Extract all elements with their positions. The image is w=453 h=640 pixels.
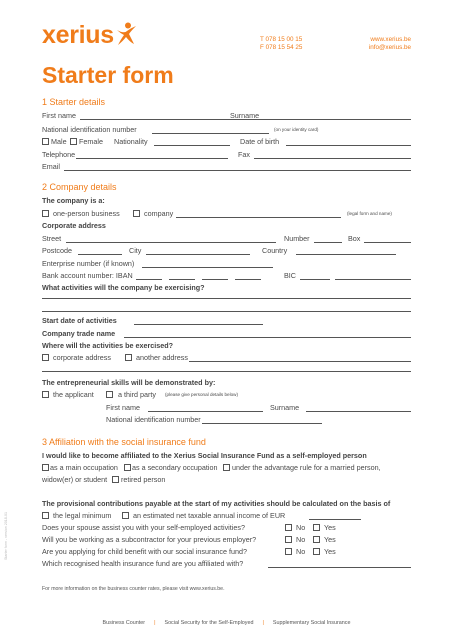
enterprise-number-label: Enterprise number (if known) xyxy=(42,259,135,268)
section-1-heading: 1 Starter details xyxy=(42,97,106,107)
row-contributions-question xyxy=(42,499,411,509)
tp-surname-field[interactable] xyxy=(306,411,411,412)
legal-form-note: (legal form and name) xyxy=(347,211,392,216)
another-address-line-2[interactable] xyxy=(42,371,411,372)
male-checkbox[interactable] xyxy=(42,138,49,145)
contact-web xyxy=(369,36,411,52)
applicant-label: the applicant xyxy=(53,390,94,399)
first-name-label: First name xyxy=(42,111,76,120)
footer-business-counter: Business Counter xyxy=(102,620,146,626)
child-benefit-yes-label: Yes xyxy=(324,547,336,556)
row-where-question xyxy=(42,341,411,351)
logo-text: xerius xyxy=(42,21,114,49)
spouse-no-checkbox[interactable] xyxy=(285,524,292,531)
nationality-label: Nationality xyxy=(114,137,148,146)
activities-line-1[interactable] xyxy=(42,298,411,299)
skills-question: The entrepreneurial skills will be demonstrated by: xyxy=(42,378,216,387)
where-question: Where will the activities be exercised? xyxy=(42,341,174,350)
row-skills-options xyxy=(42,390,411,400)
row-q-child-benefit xyxy=(42,547,411,557)
surname-field[interactable] xyxy=(264,119,411,120)
tp-first-name-field[interactable] xyxy=(148,411,263,412)
advantage-rule-label: under the advantage rule for a married person, xyxy=(232,463,381,472)
number-label: Number xyxy=(284,234,310,243)
bic-field-2[interactable] xyxy=(335,279,411,280)
postcode-label: Postcode xyxy=(42,246,72,255)
phone-number: T 078 15 00 15 xyxy=(260,36,303,43)
legal-minimum-label: the legal minimum xyxy=(53,511,112,520)
row-postcode xyxy=(42,246,411,256)
row-activities-question xyxy=(42,283,411,293)
advantage-rule-checkbox[interactable] xyxy=(223,464,230,471)
iban-field-3[interactable] xyxy=(202,279,228,280)
national-id-field[interactable] xyxy=(152,133,269,134)
website-link[interactable]: www.xerius.be xyxy=(370,36,411,43)
box-field[interactable] xyxy=(364,242,411,243)
row-bank-account xyxy=(42,271,411,281)
retired-checkbox[interactable] xyxy=(112,476,119,483)
one-person-checkbox[interactable] xyxy=(42,210,49,217)
national-id-note: (on your identity card) xyxy=(274,127,319,132)
company-is-label: The company is a: xyxy=(42,196,105,205)
row-affiliation-options-2 xyxy=(42,475,411,485)
subcontractor-no-label: No xyxy=(296,535,306,544)
estimated-income-checkbox[interactable] xyxy=(122,512,129,519)
trade-name-label: Company trade name xyxy=(42,329,116,338)
footer-supplementary-insurance: Supplementary Social Insurance xyxy=(272,620,351,626)
activities-question: What activities will the company be exercising? xyxy=(42,283,205,292)
corporate-address-option: corporate address xyxy=(53,353,111,362)
row-telephone xyxy=(42,150,411,160)
telephone-label: Telephone xyxy=(42,150,76,159)
row-email xyxy=(42,162,411,172)
tp-first-name-label: First name xyxy=(106,403,140,412)
tp-surname-label: Surname xyxy=(270,403,300,412)
enterprise-number-field[interactable] xyxy=(142,267,273,268)
third-party-note: (please give personal details below) xyxy=(165,392,239,397)
row-affiliation-options xyxy=(42,463,411,473)
box-label: Box xyxy=(348,234,361,243)
footer-bar xyxy=(0,620,453,626)
start-date-label: Start date of activities xyxy=(42,316,117,325)
affiliation-question: I would like to become affiliated to the Xerius Social Insurance Fund as a self-employed person xyxy=(42,451,367,460)
email-label: Email xyxy=(42,162,60,171)
contributions-question: The provisional contributions payable at the start of my activities should be calculated on the basis of xyxy=(42,499,391,508)
iban-field-1[interactable] xyxy=(136,279,162,280)
footer-divider: | xyxy=(154,620,156,626)
email-field[interactable] xyxy=(64,170,411,171)
estimated-income-label: an estimated net taxable annual income of EUR xyxy=(133,511,286,520)
subcontractor-yes-checkbox[interactable] xyxy=(313,536,320,543)
country-field[interactable] xyxy=(296,254,396,255)
logo-figure-icon xyxy=(115,22,137,46)
footer-info-note: For more information on the business counter rates, please visit www.xerius.be. xyxy=(42,586,225,592)
section-2-heading: 2 Company details xyxy=(42,182,117,192)
row-corporate-address xyxy=(42,221,411,231)
health-fund-field[interactable] xyxy=(268,567,411,568)
fax-number: F 078 15 54 25 xyxy=(260,44,303,51)
third-party-label: a third party xyxy=(118,390,156,399)
section-3-heading: 3 Affiliation with the social insurance fund xyxy=(42,437,206,447)
contact-phones xyxy=(260,36,302,52)
child-benefit-no-checkbox[interactable] xyxy=(285,548,292,555)
form-version-note: Starter form - version 2018-01 xyxy=(4,512,8,560)
city-field[interactable] xyxy=(146,254,250,255)
row-q-subcontractor xyxy=(42,535,411,545)
street-label: Street xyxy=(42,234,62,243)
page-title: Starter form xyxy=(42,62,174,88)
country-label: Country xyxy=(262,246,288,255)
tp-national-id-label: National identification number xyxy=(106,415,201,424)
row-start-date xyxy=(42,316,411,326)
corporate-address-label: Corporate address xyxy=(42,221,106,230)
child-benefit-question: Are you applying for child benefit with our social insurance fund? xyxy=(42,547,247,556)
row-third-party-id xyxy=(42,415,411,425)
female-checkbox[interactable] xyxy=(70,138,77,145)
number-field[interactable] xyxy=(314,242,342,243)
estimated-income-field[interactable] xyxy=(309,519,361,520)
row-company-is xyxy=(42,196,411,206)
bank-account-label: Bank account number: IBAN xyxy=(42,271,133,280)
another-address-checkbox[interactable] xyxy=(125,354,132,361)
spouse-yes-checkbox[interactable] xyxy=(313,524,320,531)
child-benefit-yes-checkbox[interactable] xyxy=(313,548,320,555)
street-field[interactable] xyxy=(66,242,276,243)
female-label: Female xyxy=(79,137,103,146)
company-label: company xyxy=(144,209,174,218)
row-q-spouse xyxy=(42,523,411,533)
iban-field-4[interactable] xyxy=(235,279,261,280)
subcontractor-no-checkbox[interactable] xyxy=(285,536,292,543)
bic-field-1[interactable] xyxy=(300,279,330,280)
activities-line-2[interactable] xyxy=(42,311,411,312)
row-where-options xyxy=(42,353,411,363)
row-national-id xyxy=(42,125,411,135)
another-address-option: another address xyxy=(136,353,188,362)
start-date-field[interactable] xyxy=(134,324,263,325)
subcontractor-question: Will you be working as a subcontractor for your previous employer? xyxy=(42,535,257,544)
main-occupation-checkbox[interactable] xyxy=(42,464,49,471)
telephone-field[interactable] xyxy=(76,158,228,159)
corporate-address-checkbox[interactable] xyxy=(42,354,49,361)
national-id-label: National identification number xyxy=(42,125,137,134)
company-checkbox[interactable] xyxy=(133,210,140,217)
subcontractor-yes-label: Yes xyxy=(324,535,336,544)
row-street xyxy=(42,234,411,244)
applicant-checkbox[interactable] xyxy=(42,391,49,398)
footer-divider: | xyxy=(262,620,264,626)
city-label: City xyxy=(129,246,142,255)
row-trade-name xyxy=(42,329,411,339)
row-skills-question xyxy=(42,378,411,388)
email-link[interactable]: info@xerius.be xyxy=(368,44,411,51)
bic-label: BIC xyxy=(284,271,296,280)
company-name-field[interactable] xyxy=(176,217,341,218)
tp-national-id-field[interactable] xyxy=(202,423,322,424)
secondary-occupation-label: as a secondary occupation xyxy=(132,463,218,472)
row-affiliation-question xyxy=(42,451,411,461)
postcode-field[interactable] xyxy=(78,254,122,255)
trade-name-field[interactable] xyxy=(124,337,411,338)
main-occupation-label: as a main occupation xyxy=(50,463,118,472)
fax-field[interactable] xyxy=(254,158,411,159)
dob-field[interactable] xyxy=(286,145,411,146)
another-address-field[interactable] xyxy=(189,361,411,362)
secondary-occupation-checkbox[interactable] xyxy=(124,464,131,471)
nationality-field[interactable] xyxy=(154,145,230,146)
health-fund-question: Which recognised health insurance fund are you affiliated with? xyxy=(42,559,244,568)
legal-minimum-checkbox[interactable] xyxy=(42,512,49,519)
row-enterprise-number xyxy=(42,259,411,269)
row-gender xyxy=(42,137,411,147)
retired-label: retired person xyxy=(121,475,166,484)
row-name xyxy=(42,111,411,121)
spouse-no-label: No xyxy=(296,523,306,532)
row-company-type xyxy=(42,209,411,219)
row-q-health-fund xyxy=(42,559,411,569)
spouse-question: Does your spouse assist you with your self-employed activities? xyxy=(42,523,245,532)
row-third-party-name xyxy=(42,403,411,413)
xerius-logo xyxy=(42,22,137,48)
widow-student-label: widow(er) or student xyxy=(42,475,108,484)
male-label: Male xyxy=(51,137,67,146)
fax-label: Fax xyxy=(238,150,250,159)
surname-label: Surname xyxy=(230,111,260,120)
child-benefit-no-label: No xyxy=(296,547,306,556)
row-contributions-options xyxy=(42,511,411,521)
dob-label: Date of birth xyxy=(240,137,280,146)
one-person-label: one-person business xyxy=(53,209,120,218)
spouse-yes-label: Yes xyxy=(324,523,336,532)
iban-field-2[interactable] xyxy=(169,279,195,280)
third-party-checkbox[interactable] xyxy=(106,391,113,398)
footer-social-security: Social Security for the Self-Employed xyxy=(164,620,254,626)
